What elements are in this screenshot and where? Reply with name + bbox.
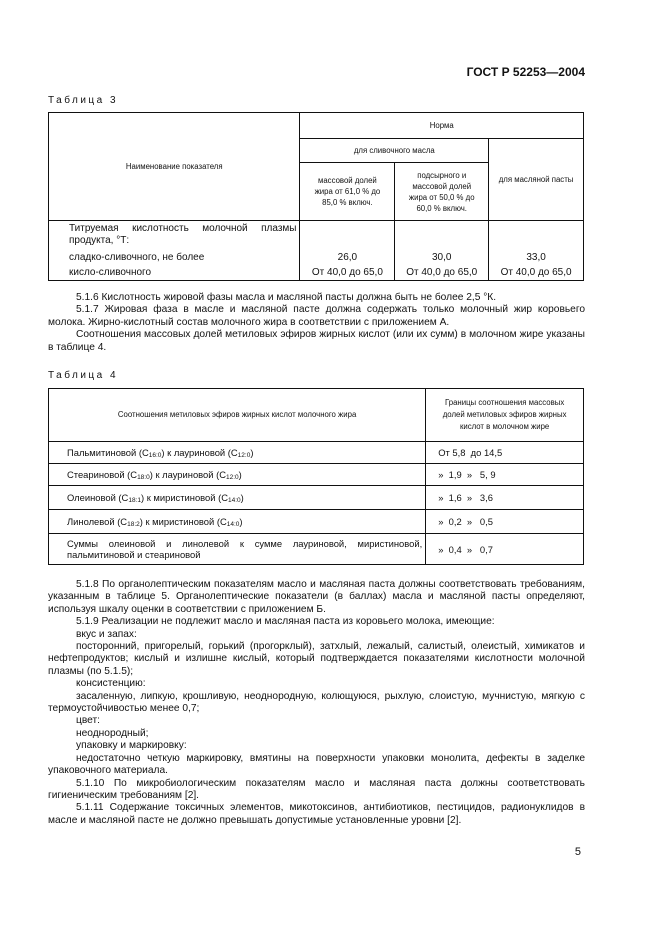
cell-value: » 1,6 » 3,6: [426, 486, 584, 510]
paragraph: цвет:: [76, 715, 100, 727]
cell-value: 26,0: [300, 250, 395, 265]
cell-value: » 0,2 » 0,5: [426, 510, 584, 534]
table3-col-norma: Норма: [300, 113, 584, 139]
cell-value: От 40,0 до 65,0: [395, 265, 489, 281]
row-label: кисло-сливочного: [49, 265, 300, 281]
paragraph: консистенцию:: [76, 678, 146, 690]
row-label: Линолевой $(C_{18:2})$ к миристиновой $(C_{14:0})$: [49, 510, 426, 534]
page-number: 5: [574, 846, 581, 858]
table4-col-limits: Границы соотношения массовых долей метиловых эфиров жирных кислот в молочном жире: [426, 389, 584, 442]
table-row: [49, 221, 584, 250]
table3-col-paste: для масляной пасты: [489, 139, 584, 221]
table-row: [49, 442, 584, 464]
table-row: [49, 265, 584, 281]
cell-value: [300, 221, 395, 250]
table3: [48, 112, 584, 281]
paragraph: упаковку и маркировку:: [76, 740, 187, 752]
paragraph: 5.1.10 По микробиологическим показателям масло и масляная паста должны соответствовать гигиеническим требованиям [2].: [48, 777, 585, 801]
paragraphs-5-1-6-to-5-1-7: [48, 292, 585, 354]
table3-caption: Таблица 3: [48, 95, 119, 106]
paragraph: 5.1.6 Кислотность жировой фазы масла и масляной пасты должна быть не более 2,5 °К.: [76, 292, 497, 303]
paragraph: вкус и запах:: [76, 628, 137, 640]
table-row: [49, 250, 584, 265]
paragraph: 5.1.7 Жировая фаза в масле и масляной пасте должна содержать только молочный жир коровьего молока. Жирно-кислотный состав молочного жира в соответствии с приложением А.: [48, 304, 585, 328]
cell-value: 30,0: [395, 250, 489, 265]
paragraph: посторонний, пригорелый, горький (прогорклый), затхлый, лежалый, салистый, олеистый, химикатов и нефтепродуктов; кислый и излишне кислый, который подтверждается показателями кислотности молочной плазмы (по 5.1.5);: [48, 641, 585, 677]
row-label: Олеиновой $(C_{18:1})$ к миристиновой $(C_{14:0})$: [49, 486, 426, 510]
row-label: Суммы олеиновой и линолевой к сумме лауриновой, миристиновой, пальмитиновой и стеариновой: [49, 534, 426, 565]
paragraphs-5-1-8-to-5-1-11: [48, 579, 585, 827]
cell-value: » 1,9 » 5, 9: [426, 464, 584, 486]
cell-value: » 0,4 » 0,7: [426, 534, 584, 565]
table3-col-cream: для сливочного масла: [300, 139, 489, 163]
table-row: [49, 464, 584, 486]
paragraph: Соотношения массовых долей метиловых эфиров жирных кислот (или их сумм) в молочном жире указаны в таблице 4.: [48, 329, 585, 353]
table-row: [49, 510, 584, 534]
document-code: ГОСТ Р 52253—2004: [466, 65, 585, 79]
paragraph: засаленную, липкую, крошливую, неоднородную, колющуюся, рыхлую, слоистую, мучнистую, мягкую с термоустойчивостью менее 0,7;: [48, 690, 585, 715]
cell-value: От 40,0 до 65,0: [489, 265, 584, 281]
row-label: Стеариновой $(C_{18:0})$ к лауриновой $(C_{12:0})$: [49, 464, 426, 486]
cell-value: От 5,8 до 14,5: [426, 442, 584, 464]
table4: [48, 388, 584, 565]
table-row: [49, 534, 584, 565]
table3-sub-header-1: массовой долей жира от 61,0 % до 85,0 % включ.: [300, 163, 395, 221]
row-label: Пальмитиновой $(C_{16:0})$ к лауриновой $(C_{12:0})$: [49, 442, 426, 464]
cell-value: [489, 221, 584, 250]
paragraph: недостаточно четкую маркировку, вмятины на поверхности упаковки монолита, дефекты в заделке упаковочного материала.: [48, 752, 585, 777]
table4-caption: Таблица 4: [48, 370, 119, 381]
row-label: сладко-сливочного, не более: [49, 250, 300, 265]
paragraph: 5.1.9 Реализации не подлежит масло и масляная паста из коровьего молока, имеющие:: [76, 616, 495, 628]
table4-col-ratio: Соотношения метиловых эфиров жирных кислот молочного жира: [49, 389, 426, 442]
cell-value: 33,0: [489, 250, 584, 265]
cell-value: [395, 221, 489, 250]
table3-col-name: Наименование показателя: [49, 113, 300, 221]
paragraph: неоднородный;: [76, 727, 149, 739]
table3-sub-header-2: подсырного и массовой долей жира от 50,0 % до 60,0 % включ.: [395, 163, 489, 221]
row-label: Титруемая кислотность молочной плазмы продукта, °Т:: [49, 221, 300, 250]
cell-value: От 40,0 до 65,0: [300, 265, 395, 281]
paragraph: 5.1.11 Содержание токсичных элементов, микотоксинов, антибиотиков, пестицидов, радионуклидов в масле и масляной пасте не должно превышать допустимые установленные уровни [2].: [48, 802, 585, 826]
paragraph: 5.1.8 По органолептическим показателям масло и масляная паста должны соответствовать требованиям, указанным в таблице 5. Органолептические показатели (в баллах) масла и масляной пасты определяют, используя шкалу оценки в соответствии с приложением Б.: [48, 579, 585, 615]
table-row: [49, 486, 584, 510]
